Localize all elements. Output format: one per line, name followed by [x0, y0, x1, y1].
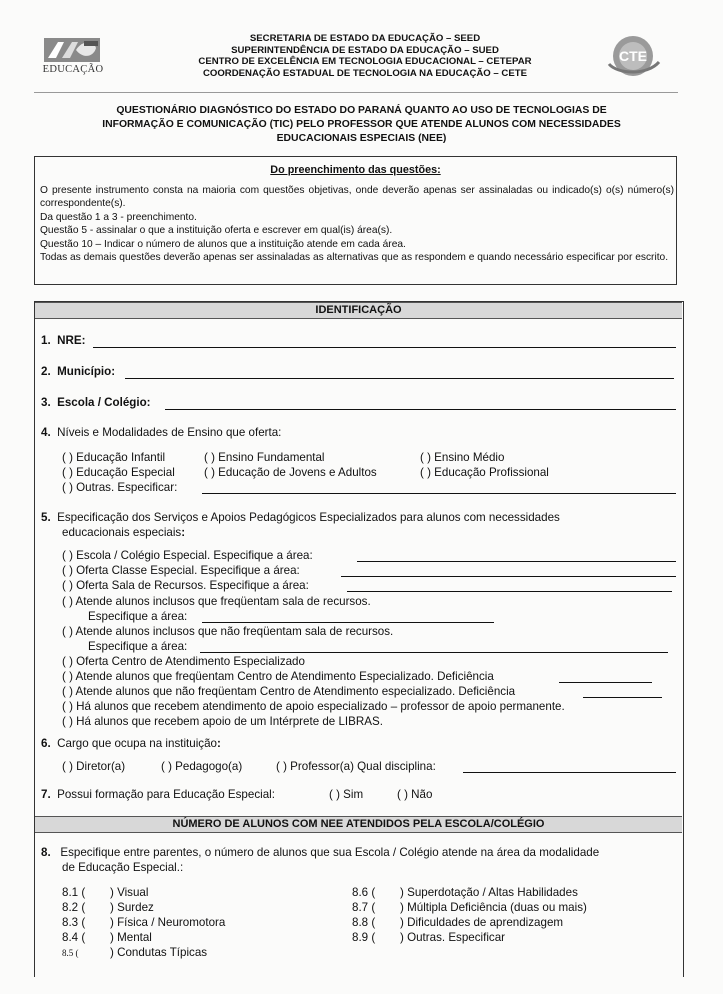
title-line: QUESTIONÁRIO DIAGNÓSTICO DO ESTADO DO PARANÁ QUANTO AO USO DE TECNOLOGIAS DE — [116, 105, 607, 116]
header-line: COORDENAÇÃO ESTADUAL DE TECNOLOGIA NA EDUCAÇÃO – CETE — [202, 67, 528, 79]
question-4-label: Níveis e Modalidades de Ensino que oferta: — [57, 426, 282, 439]
question-1-label: NRE: — [57, 334, 86, 347]
option-professor-apoio[interactable]: ( ) Há alunos que recebem atendimento de apoio especializado – professor de apoio permanente. — [62, 700, 565, 713]
item-label: ) Visual — [110, 886, 149, 899]
logo-educacao-text: EDUCAÇÃO — [42, 64, 104, 75]
question-2-label: Município: — [57, 365, 116, 378]
especifique-label: Especifique a área: — [88, 640, 188, 653]
option-pedagogo[interactable]: ( ) Pedagogo(a) — [161, 760, 243, 773]
instructions-heading: Do preenchimento das questões: — [270, 164, 441, 176]
option-educacao-especial[interactable]: ( ) Educação Especial — [62, 466, 175, 479]
item-label: ) Física / Neuromotora — [110, 916, 226, 929]
item-label: ) Múltipla Deficiência (duas ou mais) — [400, 901, 587, 914]
question-5-label-line2: educacionais especiais — [62, 526, 182, 539]
title-line: INFORMAÇÃO E COMUNICAÇÃO (TIC) PELO PROFESSOR QUE ATENDE ALUNOS COM NECESSIDADES — [102, 119, 621, 130]
question-3-label: Escola / Colégio: — [57, 396, 151, 409]
question-2 — [41, 365, 115, 378]
question-number: 3. — [41, 396, 51, 409]
option-escola-especial[interactable]: ( ) Escola / Colégio Especial. Especifique a área: — [62, 549, 313, 562]
item-number: 8.7 ( — [352, 901, 376, 914]
question-6-colon: : — [216, 737, 221, 750]
item-number: 8.6 ( — [352, 886, 376, 899]
option-nao-frequentam-sala[interactable]: ( ) Atende alunos inclusos que não freqüentam sala de recursos. — [62, 625, 394, 638]
instructions-text — [40, 184, 674, 264]
document-title — [40, 104, 683, 146]
question-6-label: Cargo que ocupa na instituição — [57, 737, 217, 750]
municipio-field[interactable] — [125, 378, 674, 379]
item-label: ) Surdez — [110, 901, 154, 914]
item-number: 8.1 ( — [62, 886, 86, 899]
instruction-line: Questão 10 – Indicar o número de alunos que a instituição atende em cada área. — [40, 238, 406, 250]
header-line: CENTRO DE EXCELÊNCIA EM TECNOLOGIA EDUCACIONAL – CETEPAR — [198, 56, 532, 68]
question-8-label-cont: de Educação Especial.: — [62, 861, 184, 874]
disciplina-field[interactable] — [463, 772, 676, 773]
option-sim[interactable]: ( ) Sim — [329, 788, 364, 801]
question-number: 1. — [41, 334, 51, 347]
instruction-line: Da questão 1 a 3 - preenchimento. — [40, 211, 197, 223]
instruction-line: Todas as demais questões deverão apenas ser assinaladas as alternativas que as respondem e quando necessário especificar por escrito. — [40, 252, 669, 264]
question-5 — [41, 511, 560, 524]
item-8-9[interactable] — [352, 931, 505, 944]
item-8-4[interactable] — [62, 931, 152, 944]
option-centro-atendimento[interactable]: ( ) Oferta Centro de Atendimento Especializado — [62, 655, 305, 668]
question-number: 6. — [41, 737, 51, 750]
option-diretor[interactable]: ( ) Diretor(a) — [62, 760, 126, 773]
educacao-logo-icon — [44, 38, 100, 62]
question-number: 2. — [41, 365, 51, 378]
area-field[interactable] — [200, 652, 668, 653]
item-8-3[interactable] — [62, 916, 225, 929]
area-field[interactable] — [341, 576, 676, 577]
option-ensino-medio[interactable]: ( ) Ensino Médio — [420, 451, 505, 464]
item-8-5[interactable] — [62, 946, 207, 959]
option-classe-especial[interactable]: ( ) Oferta Classe Especial. Especifique a área: — [62, 564, 300, 577]
question-number: 7. — [41, 788, 51, 801]
question-4 — [41, 426, 281, 439]
nre-field[interactable] — [93, 347, 676, 348]
item-label: ) Outras. Especificar — [400, 931, 506, 944]
header-divider — [34, 92, 678, 93]
question-7-label: Possui formação para Educação Especial: — [57, 788, 275, 801]
question-1 — [41, 334, 85, 347]
cte-logo-icon — [603, 34, 661, 78]
question-6 — [41, 737, 221, 750]
header-institutions — [130, 33, 600, 79]
deficiencia-field[interactable] — [583, 697, 662, 698]
especifique-label: Especifique a área: — [88, 610, 188, 623]
section-numero-alunos: NÚMERO DE ALUNOS COM NEE ATENDIDOS PELA ESCOLA/COLÉGIO — [35, 816, 682, 833]
option-professor[interactable]: ( ) Professor(a) Qual disciplina: — [276, 760, 436, 773]
area-field[interactable] — [357, 561, 676, 562]
cte-logo-text: CTE — [619, 48, 647, 64]
option-sala-recursos[interactable]: ( ) Oferta Sala de Recursos. Especifique a área: — [62, 579, 309, 592]
header-line: SUPERINTENDÊNCIA DE ESTADO DA EDUCAÇÃO – SUED — [231, 44, 499, 56]
item-8-2[interactable] — [62, 901, 154, 914]
option-frequentam-sala[interactable]: ( ) Atende alunos inclusos que freqüentam sala de recursos. — [62, 595, 371, 608]
question-5-colon: : — [181, 526, 186, 539]
question-8 — [41, 846, 599, 859]
item-number: 8.3 ( — [62, 916, 86, 929]
item-8-7[interactable] — [352, 901, 587, 914]
item-8-8[interactable] — [352, 916, 563, 929]
item-8-1[interactable] — [62, 886, 148, 899]
question-5-label-cont — [62, 526, 185, 539]
item-label: ) Condutas Típicas — [110, 946, 208, 959]
option-ensino-fundamental[interactable]: ( ) Ensino Fundamental — [204, 451, 325, 464]
escola-field[interactable] — [165, 409, 676, 410]
option-frequentam-centro[interactable]: ( ) Atende alunos que freqüentam Centro de Atendimento Especializado. Deficiência — [62, 670, 494, 683]
item-number: 8.2 ( — [62, 901, 86, 914]
option-educacao-infantil[interactable]: ( ) Educação Infantil — [62, 451, 166, 464]
item-number: 8.9 ( — [352, 931, 376, 944]
question-number: 4. — [41, 426, 51, 439]
option-educacao-profissional[interactable]: ( ) Educação Profissional — [420, 466, 549, 479]
question-5-label: Especificação dos Serviços e Apoios Pedagógicos Especializados para alunos com necessidades — [57, 511, 560, 524]
question-number: 5. — [41, 511, 51, 524]
instruction-line: O presente instrumento consta na maioria com questões objetivas, onde deverão apenas ser assinaladas ou indicado(s) o(s) número(s) correspondente(s). — [40, 185, 674, 210]
item-label: ) Superdotação / Altas Habilidades — [400, 886, 578, 899]
option-outras[interactable]: ( ) Outras. Especificar: — [62, 481, 178, 494]
title-line: EDUCACIONAIS ESPECIAIS (NEE) — [276, 133, 447, 144]
item-number: 8.4 ( — [62, 931, 86, 944]
section-identificacao: IDENTIFICAÇÃO — [35, 302, 682, 319]
header-line: SECRETARIA DE ESTADO DA EDUCAÇÃO – SEED — [249, 33, 481, 44]
option-interprete-libras[interactable]: ( ) Há alunos que recebem apoio de um Intérprete de LIBRAS. — [62, 715, 383, 728]
area-field[interactable] — [202, 622, 494, 623]
option-nao-frequentam-centro[interactable]: ( ) Atende alunos que não freqüentam Centro de Atendimento especializado. Deficiência — [62, 685, 516, 698]
question-3 — [41, 396, 151, 409]
item-label: ) Dificuldades de aprendizagem — [400, 916, 564, 929]
deficiencia-field[interactable] — [559, 682, 652, 683]
question-7 — [41, 788, 275, 801]
logo-cte — [603, 34, 661, 78]
logo-educacao — [38, 38, 108, 82]
item-8-6[interactable] — [352, 886, 578, 899]
area-field[interactable] — [347, 591, 672, 592]
item-label: ) Mental — [110, 931, 152, 944]
outras-field[interactable] — [202, 493, 676, 494]
item-number: 8.5 ( — [62, 948, 79, 958]
question-number: 8. — [41, 846, 51, 859]
instruction-line: Questão 5 - assinalar o que a instituição oferta e escrever em qual(is) área(s). — [40, 225, 393, 237]
question-8-label: Especifique entre parentes, o número de alunos que sua Escola / Colégio atende na área da modalidade — [60, 846, 600, 859]
option-nao[interactable]: ( ) Não — [397, 788, 433, 801]
option-eja[interactable]: ( ) Educação de Jovens e Adultos — [204, 466, 377, 479]
item-number: 8.8 ( — [352, 916, 376, 929]
